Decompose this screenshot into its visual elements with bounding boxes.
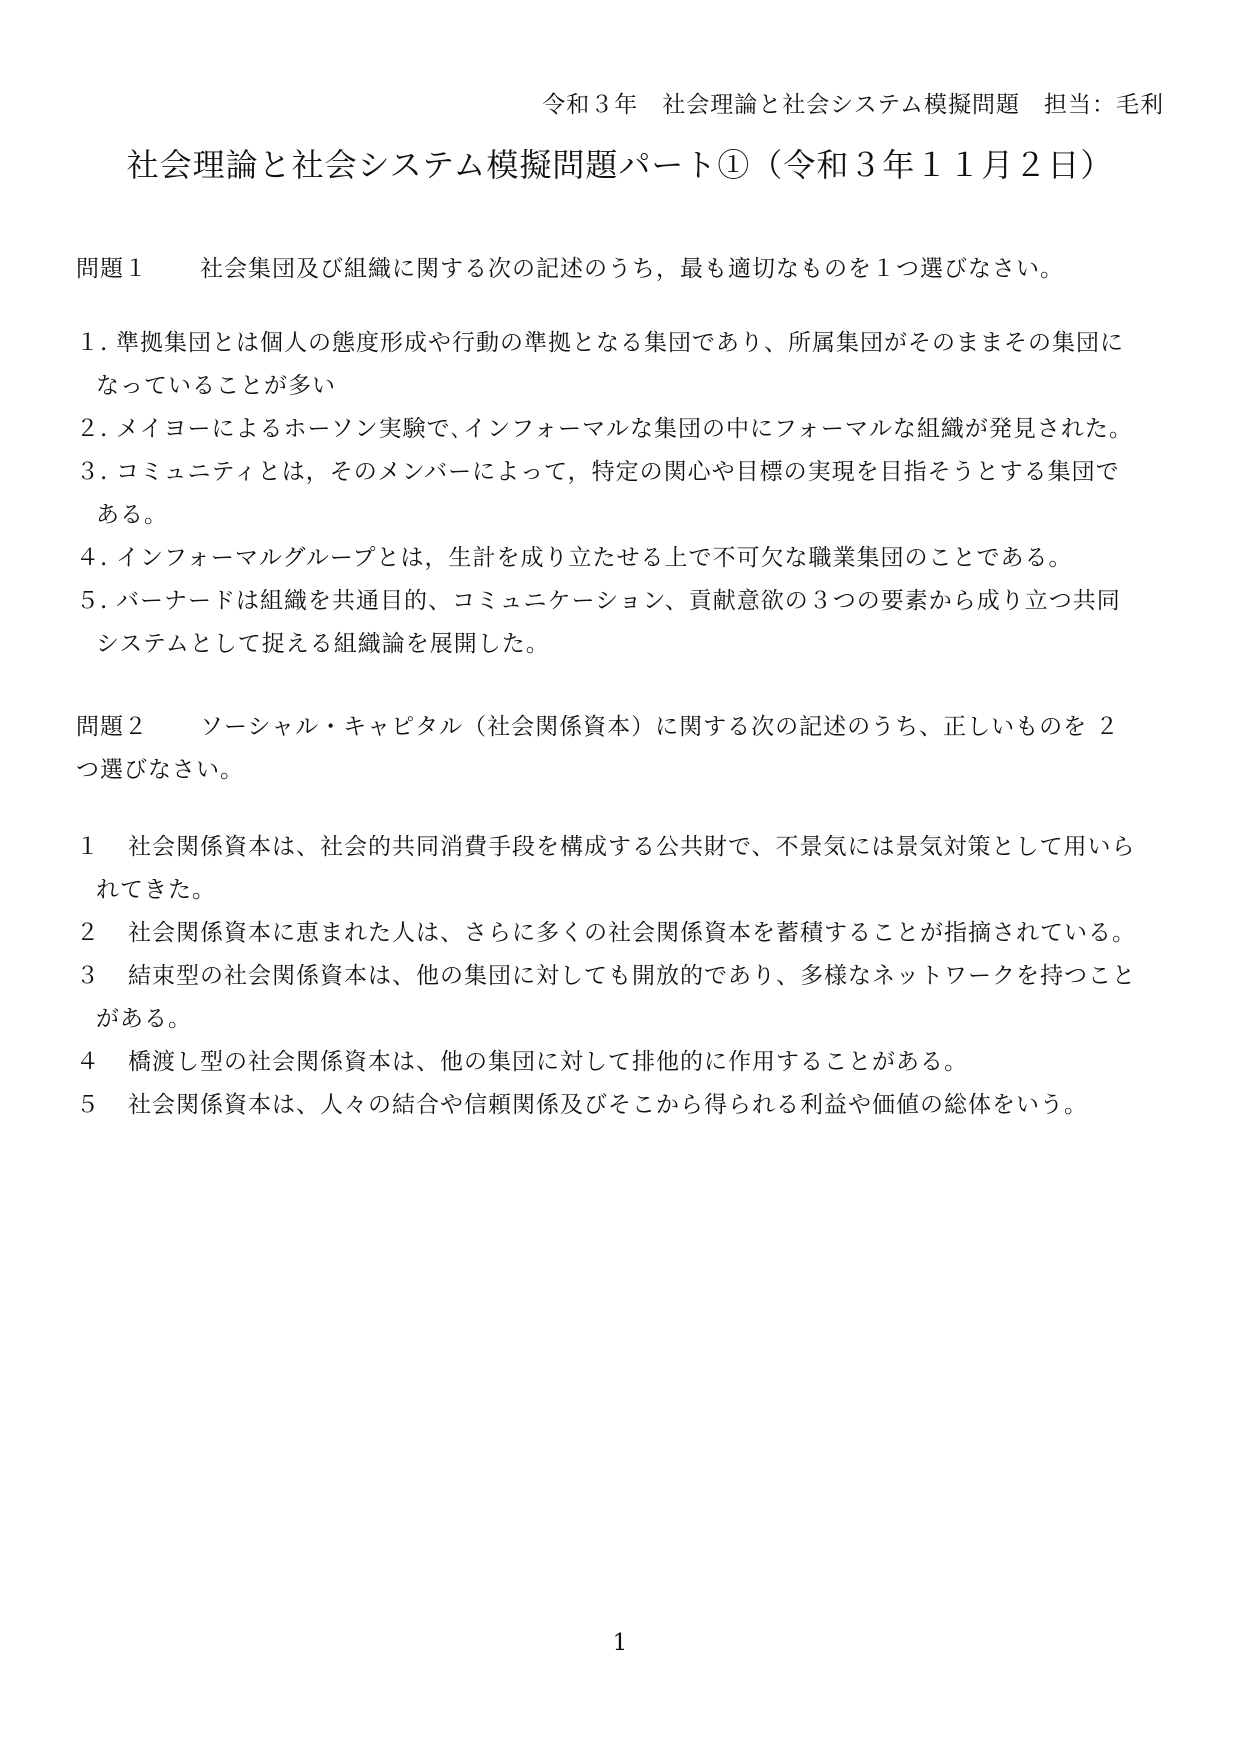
option-text: 社会関係資本は、社会的共同消費手段を構成する公共財で、不景気には景気対策として用いら bbox=[128, 834, 1136, 860]
option-text: コミュニティとは，そのメンバーによって，特定の関心や目標の実現を目指そうとする集団で bbox=[116, 459, 1120, 485]
question-2-number: 問題２ bbox=[76, 714, 148, 740]
option-mark: ５ bbox=[76, 1092, 100, 1118]
question-2-text: ソーシャル・キャピタル（社会関係資本）に関する次の記述のうち、正しいものを ２ bbox=[200, 714, 1120, 740]
option-text: インフォーマルグループとは，生計を成り立たせる上で不可欠な職業集団のことである。 bbox=[116, 545, 1073, 571]
option-mark: １. bbox=[76, 330, 109, 356]
list-item bbox=[76, 912, 1166, 955]
option-text: 社会関係資本に恵まれた人は、さらに多くの社会関係資本を蓄積することが指摘されている。 bbox=[128, 920, 1136, 946]
option-text: バーナードは組織を共通目的、コミュニケーション、貢献意欲の３つの要素から成り立つ共同 bbox=[116, 588, 1121, 614]
list-item bbox=[76, 955, 1166, 1041]
option-mark: ３ bbox=[76, 963, 100, 989]
option-mark: １ bbox=[76, 834, 100, 860]
option-text-continued: なっていることが多い bbox=[96, 373, 336, 399]
option-text: 準拠集団とは個人の態度形成や行動の準拠となる集団であり、所属集団がそのままその集団に bbox=[116, 330, 1124, 356]
question-2-heading bbox=[76, 706, 1164, 792]
option-text: 社会関係資本は、人々の結合や信頼関係及びそこから得られる利益や価値の総体をいう。 bbox=[128, 1092, 1088, 1118]
list-item bbox=[76, 408, 1166, 451]
list-item bbox=[76, 826, 1166, 912]
list-item bbox=[76, 322, 1166, 408]
list-item bbox=[76, 537, 1166, 580]
list-item bbox=[76, 1084, 1166, 1127]
question-2-text-continued: つ選びなさい。 bbox=[76, 757, 244, 783]
list-item bbox=[76, 1041, 1166, 1084]
list-item bbox=[76, 451, 1166, 537]
document-title: 社会理論と社会システム模擬問題パート①（令和３年１１月２日） bbox=[126, 146, 1114, 184]
option-text-continued: れてきた。 bbox=[96, 877, 216, 903]
option-text: 結束型の社会関係資本は、他の集団に対しても開放的であり、多様なネットワークを持つこと bbox=[128, 963, 1136, 989]
option-text-continued: ある。 bbox=[96, 502, 168, 528]
option-text-continued: システムとして捉える組織論を展開した。 bbox=[96, 631, 550, 657]
option-text: 橋渡し型の社会関係資本は、他の集団に対して排他的に作用することがある。 bbox=[128, 1049, 968, 1075]
option-text: メイヨーによるホーソン実験で､インフォーマルな集団の中にフォーマルな組織が発見された｡ bbox=[116, 416, 1122, 442]
option-mark: ３. bbox=[76, 459, 109, 485]
option-mark: ４ bbox=[76, 1049, 100, 1075]
option-text-continued: がある。 bbox=[96, 1006, 192, 1032]
question-1-heading bbox=[76, 248, 1164, 291]
option-mark: ４. bbox=[76, 545, 109, 571]
question-1-options bbox=[76, 322, 1166, 666]
question-1-text: 社会集団及び組織に関する次の記述のうち，最も適切なものを１つ選びなさい。 bbox=[200, 256, 1064, 282]
question-1-number: 問題１ bbox=[76, 256, 148, 282]
page-number: 1 bbox=[612, 1630, 628, 1656]
option-mark: ２ bbox=[76, 920, 100, 946]
option-mark: ５. bbox=[76, 588, 109, 614]
course-header: 令和３年 社会理論と社会システム模擬問題 担当：毛利 bbox=[542, 92, 1164, 118]
list-item bbox=[76, 580, 1166, 666]
question-2-options bbox=[76, 826, 1166, 1127]
option-mark: ２. bbox=[76, 416, 109, 442]
